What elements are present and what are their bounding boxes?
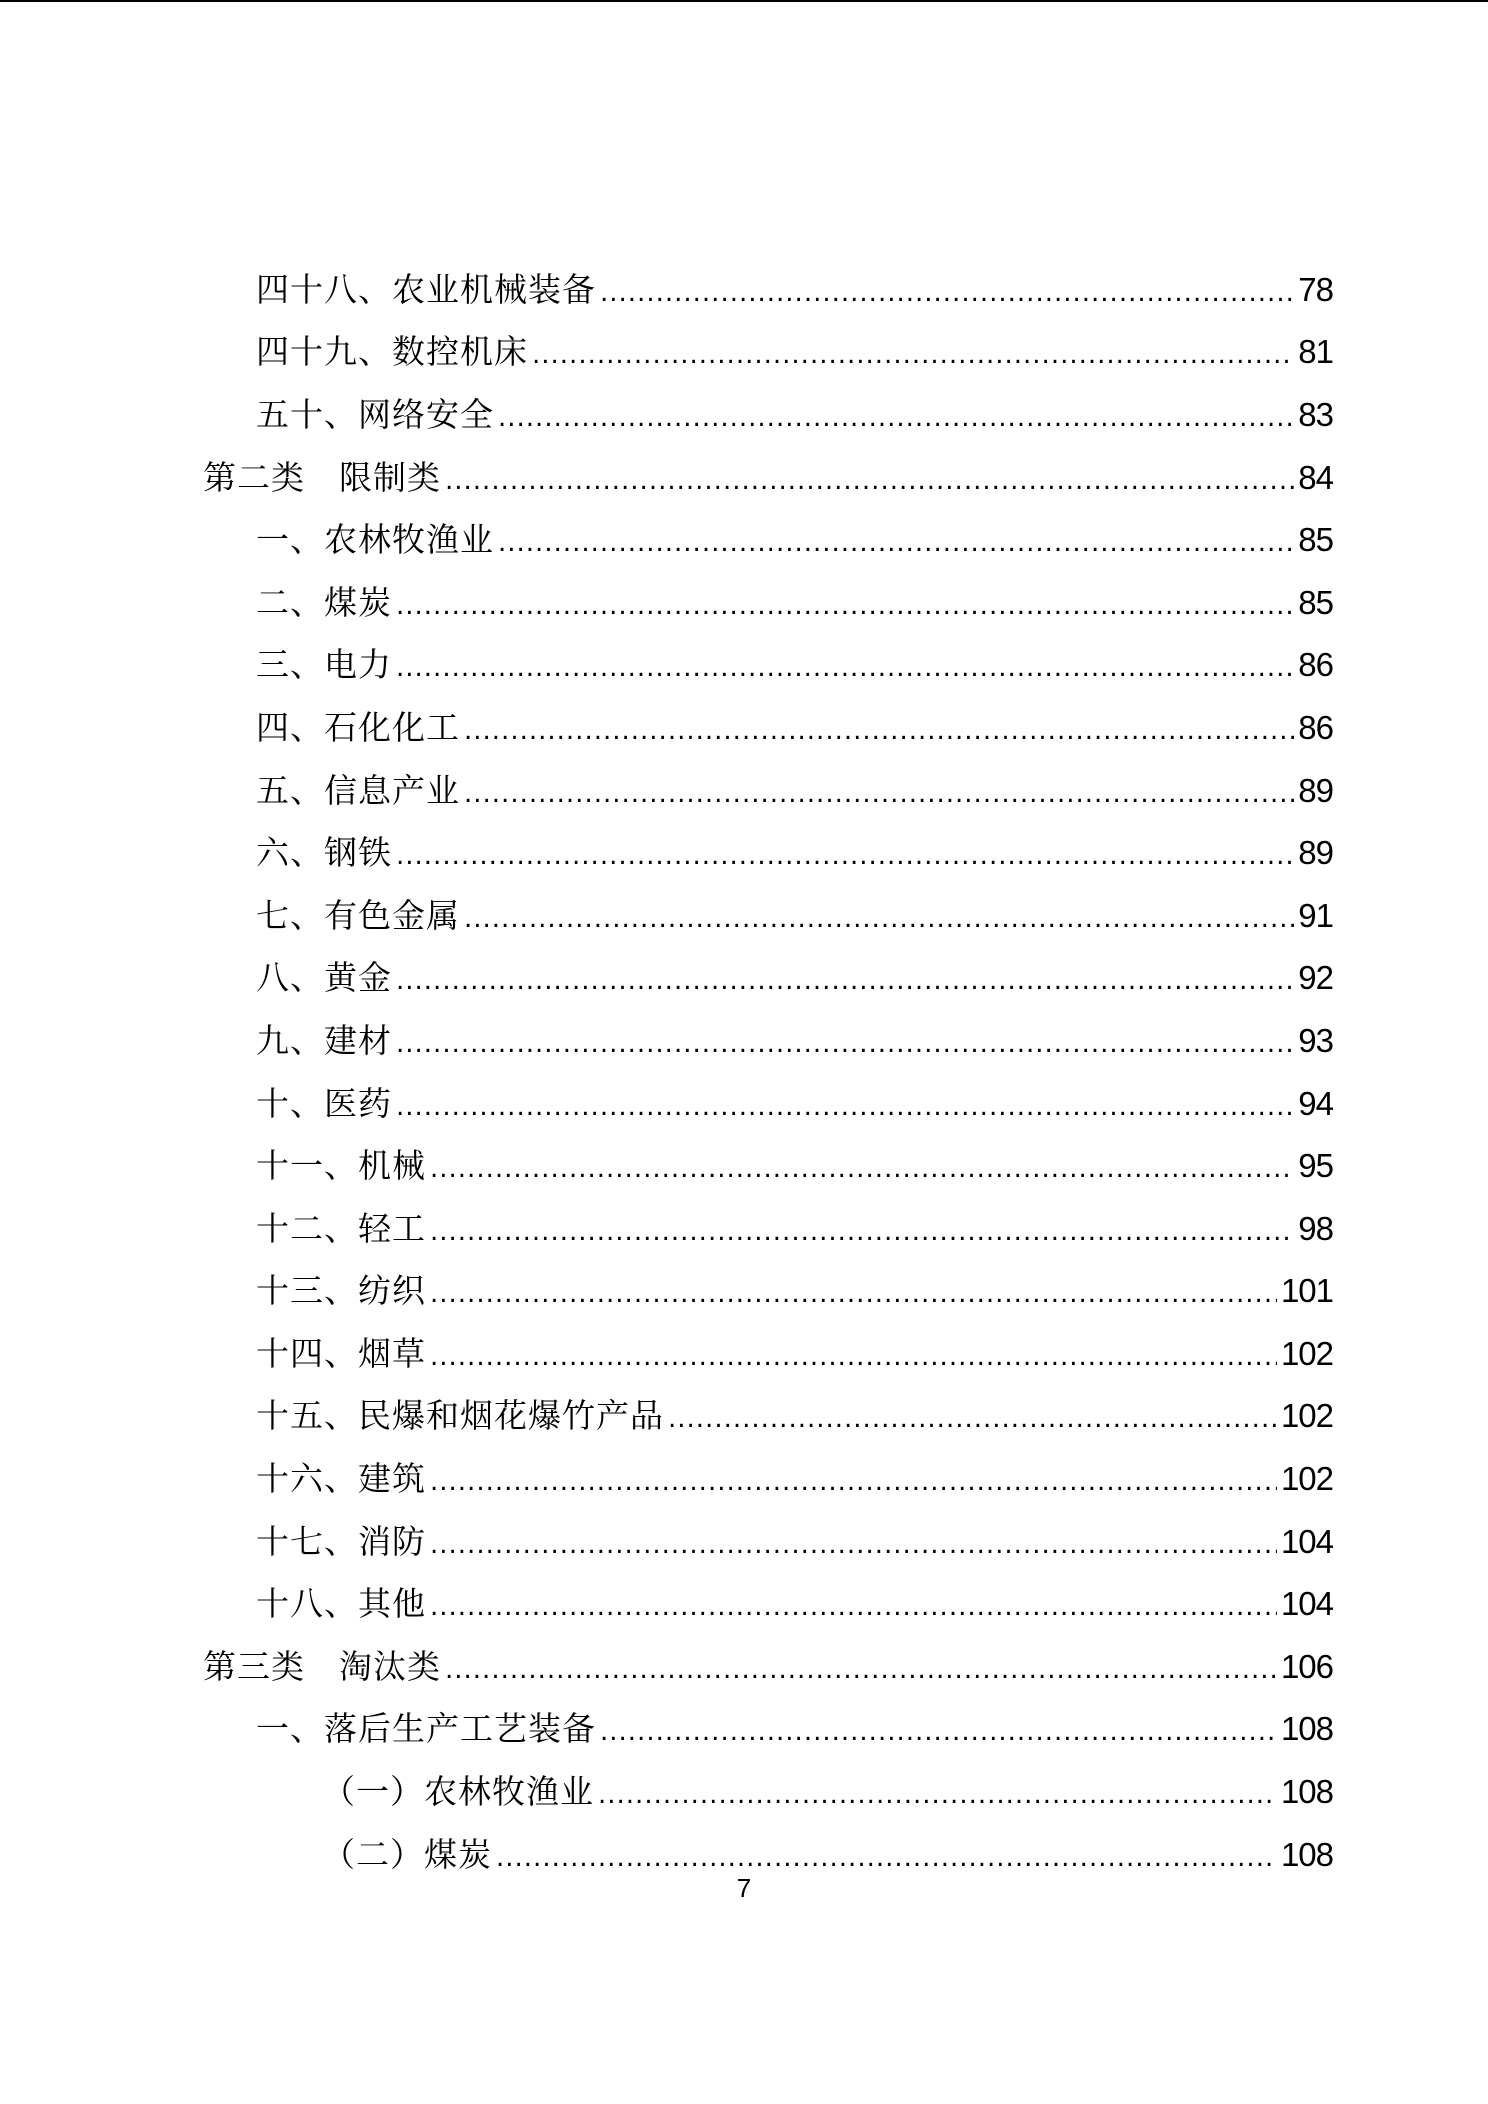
dot-leader bbox=[464, 774, 1294, 814]
toc-row[interactable] bbox=[0, 1011, 1488, 1074]
toc-row[interactable] bbox=[0, 1700, 1488, 1763]
dot-leader bbox=[396, 648, 1294, 688]
dot-leader bbox=[430, 1274, 1277, 1314]
toc-row[interactable] bbox=[0, 573, 1488, 636]
toc-entry-page: 83 bbox=[1298, 395, 1333, 433]
toc-entry-page: 86 bbox=[1298, 708, 1333, 746]
toc-row[interactable] bbox=[0, 1199, 1488, 1262]
toc-entry[interactable] bbox=[256, 771, 1333, 814]
dot-leader bbox=[532, 335, 1294, 375]
toc-row[interactable] bbox=[0, 949, 1488, 1012]
page-number: 7 bbox=[736, 1873, 752, 1903]
toc-entry[interactable] bbox=[256, 270, 1333, 313]
toc-entry-page: 91 bbox=[1298, 896, 1333, 934]
toc-row[interactable] bbox=[0, 448, 1488, 511]
toc-entry-title: 十一、机械 bbox=[256, 1146, 426, 1186]
toc-entry-title: 一、落后生产工艺装备 bbox=[256, 1709, 596, 1749]
toc-entry[interactable] bbox=[256, 896, 1333, 939]
toc-entry-title: 四十八、农业机械装备 bbox=[256, 269, 596, 309]
toc-entry-title: 七、有色金属 bbox=[256, 895, 460, 935]
dot-leader bbox=[600, 1712, 1277, 1752]
dot-leader bbox=[396, 1024, 1294, 1064]
toc-entry-page: 102 bbox=[1280, 1460, 1333, 1498]
toc-entry-page: 106 bbox=[1280, 1647, 1333, 1685]
dot-leader bbox=[445, 1650, 1277, 1690]
toc-entry-title: 四十九、数控机床 bbox=[256, 332, 528, 372]
toc-entry-title: 十三、纺织 bbox=[256, 1271, 426, 1311]
toc-row[interactable] bbox=[0, 1574, 1488, 1637]
toc-entry[interactable] bbox=[322, 1835, 1333, 1878]
toc-entry[interactable] bbox=[256, 1021, 1333, 1064]
toc-entry[interactable] bbox=[256, 833, 1333, 876]
toc-entry-page: 102 bbox=[1280, 1397, 1333, 1435]
toc-entry-page: 78 bbox=[1298, 270, 1333, 308]
toc-entry-page: 108 bbox=[1280, 1710, 1333, 1748]
toc-row[interactable] bbox=[0, 1637, 1488, 1700]
toc-entry-page: 104 bbox=[1280, 1585, 1333, 1623]
toc-entry-title: 第三类 淘汰类 bbox=[203, 1646, 441, 1686]
toc-entry[interactable] bbox=[256, 1584, 1333, 1627]
toc-entry[interactable] bbox=[256, 645, 1333, 688]
toc-entry[interactable] bbox=[256, 1146, 1333, 1189]
dot-leader bbox=[430, 1337, 1277, 1377]
toc-entry[interactable] bbox=[322, 1772, 1333, 1815]
toc-entry[interactable] bbox=[256, 1084, 1333, 1127]
toc-entry-title: 十五、民爆和烟花爆竹产品 bbox=[256, 1396, 664, 1436]
dot-leader bbox=[598, 1775, 1277, 1815]
toc-entry-page: 98 bbox=[1298, 1209, 1333, 1247]
toc-row[interactable] bbox=[0, 1387, 1488, 1450]
toc-row[interactable] bbox=[0, 761, 1488, 824]
toc-entry-title: （一）农林牧渔业 bbox=[322, 1772, 594, 1812]
toc-entry-title: 十六、建筑 bbox=[256, 1459, 426, 1499]
toc-entry[interactable] bbox=[256, 708, 1333, 751]
toc-entry[interactable] bbox=[256, 1334, 1333, 1377]
dot-leader bbox=[430, 1587, 1277, 1627]
dot-leader bbox=[396, 586, 1294, 626]
toc-entry-title: 四、石化化工 bbox=[256, 707, 460, 747]
toc-entry[interactable] bbox=[256, 1209, 1333, 1252]
dot-leader bbox=[430, 1462, 1277, 1502]
toc-row[interactable] bbox=[0, 1762, 1488, 1825]
toc-entry-page: 81 bbox=[1298, 333, 1333, 371]
dot-leader bbox=[498, 523, 1294, 563]
toc-row[interactable] bbox=[0, 1136, 1488, 1199]
dot-leader bbox=[464, 711, 1294, 751]
dot-leader bbox=[496, 1838, 1277, 1878]
toc-row[interactable] bbox=[0, 636, 1488, 699]
top-border-rule bbox=[0, 0, 1488, 2]
dot-leader bbox=[396, 961, 1294, 1001]
toc-entry-page: 104 bbox=[1280, 1522, 1333, 1560]
toc-entry-title: 十七、消防 bbox=[256, 1521, 426, 1561]
toc-entry[interactable] bbox=[203, 1647, 1333, 1690]
toc-entry[interactable] bbox=[256, 1709, 1333, 1752]
toc-row[interactable] bbox=[0, 1262, 1488, 1325]
toc-entry-page: 89 bbox=[1298, 834, 1333, 872]
toc-entry-title: 六、钢铁 bbox=[256, 833, 392, 873]
toc-row[interactable] bbox=[0, 323, 1488, 386]
toc-entry-page: 93 bbox=[1298, 1021, 1333, 1059]
toc-entry-page: 102 bbox=[1280, 1334, 1333, 1372]
toc-row[interactable] bbox=[0, 385, 1488, 448]
dot-leader bbox=[430, 1149, 1294, 1189]
toc-entry[interactable] bbox=[256, 583, 1333, 626]
toc-entry-title: 第二类 限制类 bbox=[203, 457, 441, 497]
toc-row[interactable] bbox=[0, 1449, 1488, 1512]
toc-entry-page: 85 bbox=[1298, 521, 1333, 559]
toc-row[interactable] bbox=[0, 823, 1488, 886]
dot-leader bbox=[430, 1525, 1277, 1565]
toc-entry-title: （二）煤炭 bbox=[322, 1834, 492, 1874]
toc-entry-page: 86 bbox=[1298, 646, 1333, 684]
toc-row[interactable] bbox=[0, 1324, 1488, 1387]
toc-entry[interactable] bbox=[256, 520, 1333, 563]
toc-entry[interactable] bbox=[203, 458, 1333, 501]
table-of-contents bbox=[0, 260, 1488, 1887]
toc-entry-title: 五、信息产业 bbox=[256, 770, 460, 810]
toc-entry-page: 85 bbox=[1298, 583, 1333, 621]
dot-leader bbox=[600, 273, 1294, 313]
toc-entry-page: 89 bbox=[1298, 771, 1333, 809]
dot-leader bbox=[430, 1212, 1294, 1252]
toc-entry-page: 108 bbox=[1280, 1835, 1333, 1873]
toc-entry-title: 八、黄金 bbox=[256, 958, 392, 998]
toc-entry-title: 十四、烟草 bbox=[256, 1333, 426, 1373]
toc-entry-page: 108 bbox=[1280, 1773, 1333, 1811]
toc-entry-title: 十二、轻工 bbox=[256, 1208, 426, 1248]
toc-row[interactable] bbox=[0, 1512, 1488, 1575]
toc-entry-title: 九、建材 bbox=[256, 1020, 392, 1060]
toc-row[interactable] bbox=[0, 510, 1488, 573]
dot-leader bbox=[445, 461, 1294, 501]
dot-leader bbox=[464, 899, 1294, 939]
toc-row[interactable] bbox=[0, 260, 1488, 323]
toc-entry[interactable] bbox=[256, 395, 1333, 438]
toc-entry-title: 二、煤炭 bbox=[256, 582, 392, 622]
toc-entry-title: 十、医药 bbox=[256, 1083, 392, 1123]
toc-entry[interactable] bbox=[256, 958, 1333, 1001]
dot-leader bbox=[396, 836, 1294, 876]
toc-entry[interactable] bbox=[256, 1522, 1333, 1565]
dot-leader bbox=[396, 1087, 1294, 1127]
toc-entry-page: 101 bbox=[1280, 1272, 1333, 1310]
dot-leader bbox=[498, 398, 1294, 438]
toc-entry-title: 十八、其他 bbox=[256, 1584, 426, 1624]
toc-entry[interactable] bbox=[256, 1396, 1333, 1439]
toc-entry-page: 94 bbox=[1298, 1084, 1333, 1122]
toc-entry-page: 92 bbox=[1298, 959, 1333, 997]
dot-leader bbox=[668, 1399, 1277, 1439]
toc-entry-title: 一、农林牧渔业 bbox=[256, 520, 494, 560]
toc-entry[interactable] bbox=[256, 332, 1333, 375]
toc-entry-page: 95 bbox=[1298, 1147, 1333, 1185]
toc-row[interactable] bbox=[0, 1074, 1488, 1137]
toc-entry-title: 五十、网络安全 bbox=[256, 394, 494, 434]
toc-row[interactable] bbox=[0, 698, 1488, 761]
toc-entry-page: 84 bbox=[1298, 458, 1333, 496]
toc-entry-title: 三、电力 bbox=[256, 645, 392, 685]
toc-entry[interactable] bbox=[256, 1459, 1333, 1502]
toc-entry[interactable] bbox=[256, 1271, 1333, 1314]
toc-row[interactable] bbox=[0, 886, 1488, 949]
